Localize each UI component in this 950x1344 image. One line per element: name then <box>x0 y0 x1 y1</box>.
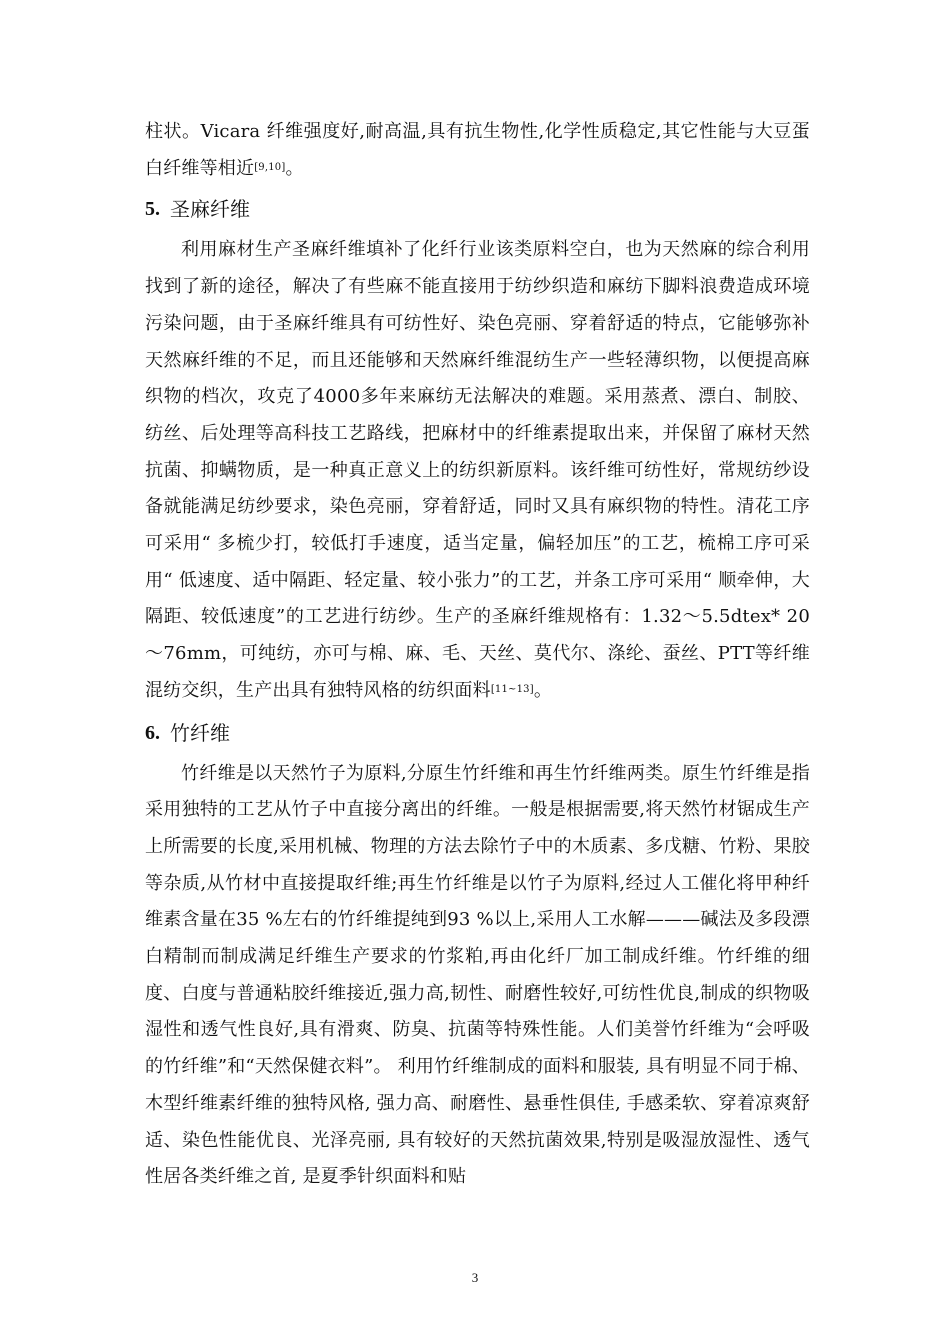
section-5-title: 圣麻纤维 <box>170 197 250 222</box>
page-content <box>145 114 810 1196</box>
section-5-paragraph-text: 利用麻材生产圣麻纤维填补了化纤行业该类原料空白，也为天然麻的综合利用找到了新的途径，解决了有些麻不能直接用于纺纱织造和麻纺下脚料浪费造成环境污染问题，由于圣麻纤维具有可纺性好、染色亮丽、穿着舒适的特点，它能够弥补天然麻纤维的不足，而且还能够和天然麻纤维混纺生产一些轻薄织物，以便提高麻织物的档次，攻克了4000多年来麻纺无法解决的难题。采用蒸煮、漂白、制胶、纺丝、后处理等高科技工艺路线，把麻材中的纤维素提取出来，并保留了麻材天然抗菌、抑螨物质，是一种真正意义上的纺织新原料。该纤维可纺性好，常规纺纱设备就能满足纺纱要求，染色亮丽，穿着舒适，同时又具有麻织物的特性。清花工序可采用“ 多梳少打，较低打手速度，适当定量，偏轻加压”的工艺，梳棉工序可采用“ 低速度、适中隔距、轻定量、较小张力”的工艺，并条工序可采用“ 顺牵伸，大隔距、较低速度”的工艺进行纺纱。生产的圣麻纤维规格有：1.32～5.5dtex* 20～76mm，可纯纺，亦可与棉、麻、毛、天丝、莫代尔、涤纶、蚕丝、PTT等纤维混纺交织，生产出具有独特风格的纺织面料 <box>145 239 810 701</box>
section-6-number: 6. <box>145 721 160 744</box>
section-6-heading <box>145 716 810 750</box>
section-6-paragraph-text: 竹纤维是以天然竹子为原料,分原生竹纤维和再生竹纤维两类。原生竹纤维是指采用独特的工艺从竹子中直接分离出的纤维。一般是根据需要,将天然竹材锯成生产上所需要的长度,采用机械、物理的方法去除竹子中的木质素、多戊糖、竹粉、果胶等杂质,从竹材中直接提取纤维;再生竹纤维是以竹子为原料,经过人工催化将甲种纤维素含量在35 %左右的竹纤维提纯到93 %以上,采用人工水解———碱法及多段漂白精制而制成满足纤维生产要求的竹浆粕,再由化纤厂加工制成纤维。竹纤维的细度、白度与普通粘胶纤维接近,强力高,韧性、耐磨性较好,可纺性优良,制成的织物吸湿性和透气性良好,具有滑爽、防臭、抗菌等特殊性能。人们美誉竹纤维为“会呼吸的竹纤维”和“天然保健衣料”。 利用竹纤维制成的面料和服装, 具有明显不同于棉、木型纤维素纤维的独特风格, 强力高、耐磨性、悬垂性俱佳, 手感柔软、穿着凉爽舒适、染色性能优良、光泽亮丽, 具有较好的天然抗菌效果,特别是吸湿放湿性、透气性居各类纤维之首, 是夏季针织面料和贴 <box>145 762 810 1188</box>
section-6-title: 竹纤维 <box>170 720 230 745</box>
intro-citation: [9,10] <box>254 161 286 173</box>
section-5-citation: [11~13] <box>490 683 534 695</box>
intro-paragraph-tail: 。 <box>285 157 304 179</box>
page-number: 3 <box>471 1270 479 1285</box>
intro-paragraph-text: 柱状。Vicara 纤维强度好,耐高温,具有抗生物性,化学性质稳定,其它性能与大豆蛋白纤维等相近 <box>145 121 810 179</box>
intro-paragraph <box>145 114 810 187</box>
section-5-paragraph-tail: 。 <box>533 679 553 701</box>
section-5-paragraph <box>145 232 810 709</box>
section-6-paragraph <box>145 756 810 1196</box>
section-5-number: 5. <box>145 198 160 221</box>
section-5-heading <box>145 192 810 226</box>
